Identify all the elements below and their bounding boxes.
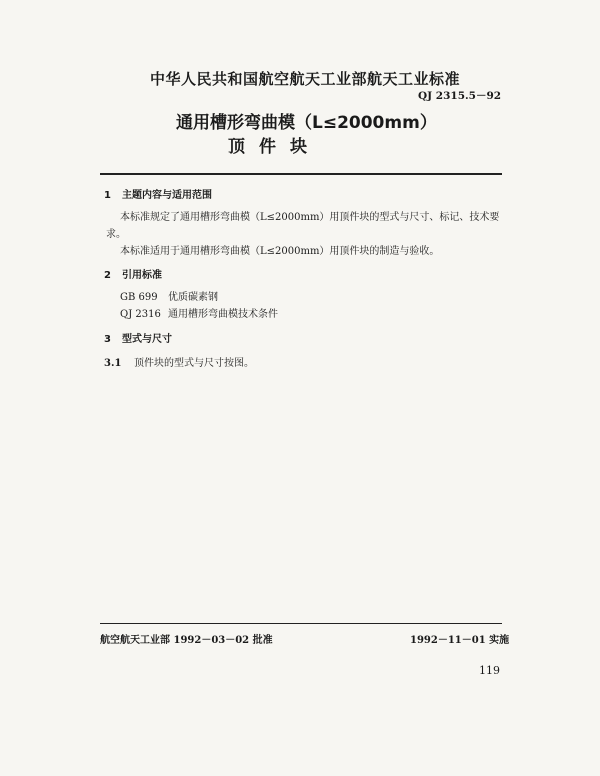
section-1-heading [104,186,212,201]
header-rule [100,173,502,175]
paragraph: 本标准规定了通用槽形弯曲模（L≤2000mm）用顶件块的型式与尺寸、标记、技术要 [120,212,500,223]
subsection-number: 3.1 [104,358,122,369]
footer-rule [100,623,502,624]
subsection-3-1 [104,354,254,369]
paragraph: 本标准适用于通用槽形弯曲模（L≤2000mm）用顶件块的制造与验收。 [120,246,440,257]
reference-item [120,288,218,303]
section-2-heading [104,266,162,281]
section-number: 3 [104,334,111,345]
page-number: 119 [479,664,500,677]
paragraph: 求。 [106,229,126,240]
section-title: 主题内容与适用范围 [122,190,212,201]
section-title: 型式与尺寸 [122,334,172,345]
section-3-heading [104,330,172,345]
section-title: 引用标准 [122,270,162,281]
standard-number: QJ 2315.5－92 [418,90,502,102]
subsection-text: 顶件块的型式与尺寸按图。 [134,358,254,369]
approval-line: 航空航天工业部 1992－03－02 批准 [100,635,273,646]
section-number: 2 [104,270,111,281]
reference-item [120,305,278,320]
issuing-organization: 中华人民共和国航空航天工业部航天工业标准 [150,70,461,88]
reference-code: QJ 2316 [120,309,161,320]
document-subtitle: 顶件块 [228,137,321,157]
document-title: 通用槽形弯曲模（L≤2000mm） [176,113,437,133]
section-number: 1 [104,190,111,201]
implementation-line: 1992－11－01 实施 [410,635,510,646]
reference-code: GB 699 [120,292,158,303]
reference-title: 优质碳素钢 [168,292,218,303]
reference-title: 通用槽形弯曲模技术条件 [168,309,278,320]
